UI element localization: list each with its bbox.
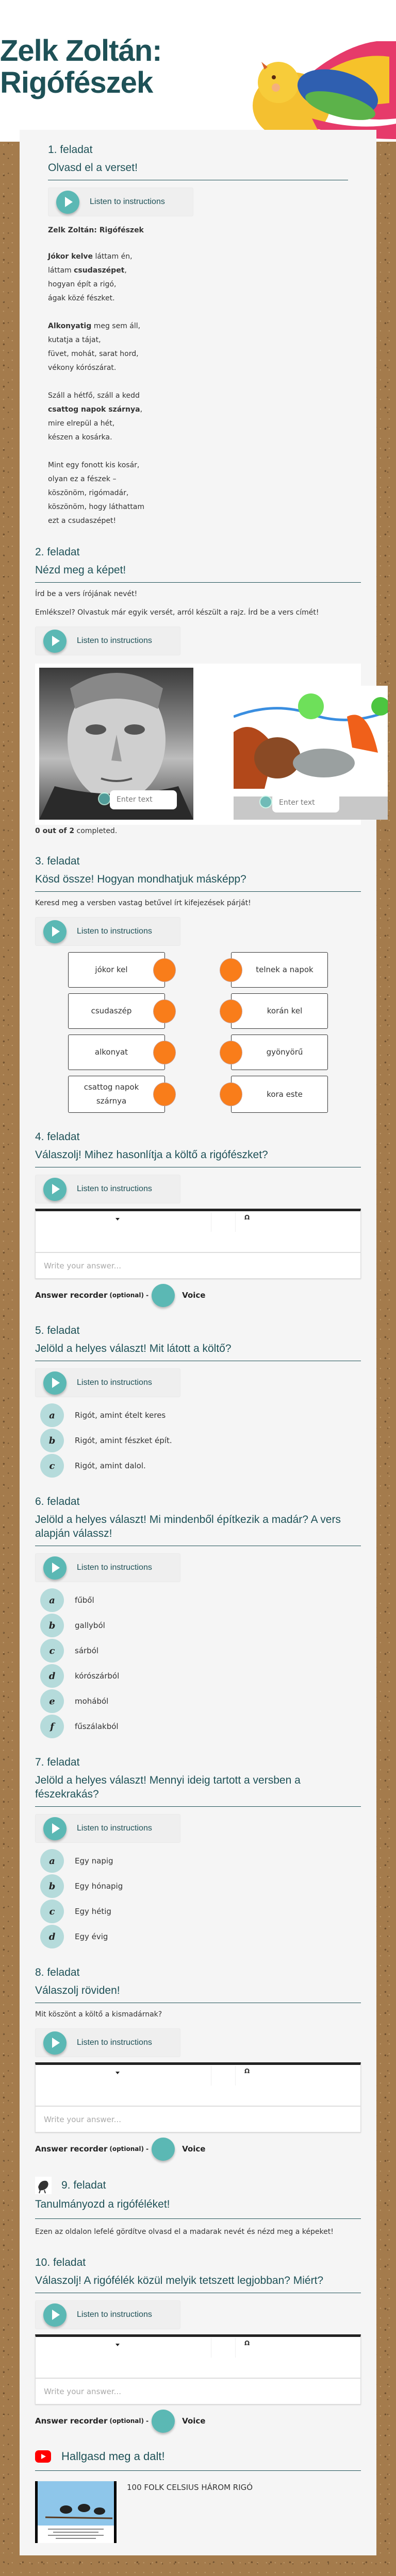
video-section (35, 2449, 361, 2543)
stanza-break (48, 375, 348, 389)
special-characters-button[interactable]: Ω (244, 2340, 250, 2347)
task-9 (35, 2177, 361, 2239)
text: füvet, mohát, sarat hord, (48, 350, 139, 358)
listen-label: Listen to instructions (90, 197, 165, 206)
answer-option[interactable] (35, 1874, 361, 1898)
video-heading (35, 2449, 361, 2471)
format-dropdown-caret-icon[interactable] (116, 2072, 120, 2074)
task-3 (35, 854, 361, 1113)
poem-line (48, 347, 348, 361)
play-icon (56, 191, 79, 214)
task-number: 5. feladat (35, 1325, 80, 1336)
video-heading-text: Hallgasd meg a dalt! (61, 2450, 165, 2463)
match-item-label: jókor kel (95, 965, 128, 974)
task-title: Jelöld a helyes választ! Mit látott a költő? (35, 1342, 361, 1361)
listen-label: Listen to instructions (77, 636, 152, 645)
match-connector-dot[interactable] (220, 958, 242, 982)
option-text: Egy napig (75, 1856, 113, 1866)
task-4 (35, 1129, 361, 1307)
task-number: 8. feladat (35, 1967, 80, 1978)
option-letter-badge: c (40, 1454, 64, 1478)
text: , (124, 266, 127, 275)
text: ezt a csudaszépet! (48, 517, 117, 525)
recorder-label: Answer recorder (35, 2416, 108, 2426)
task-title: Jelöld a helyes választ! Mennyi ideig tartott a versben a fészekrakás? (35, 1773, 361, 1807)
play-icon (43, 1371, 67, 1395)
option-text: Egy hónapig (75, 1882, 123, 1891)
toolbar-separator (235, 2338, 236, 2358)
listen-label: Listen to instructions (77, 2310, 152, 2319)
match-item-left[interactable] (68, 1035, 165, 1070)
option-text: fűszálakból (75, 1722, 119, 1731)
option-text: Rigót, amint ételt keres (75, 1411, 166, 1420)
option-text: Egy hétig (75, 1907, 111, 1916)
answer-option[interactable] (35, 1689, 361, 1713)
poem-line (48, 472, 348, 486)
match-connector-dot[interactable] (220, 1041, 242, 1064)
option-text: kórószárból (75, 1671, 120, 1681)
option-letter-badge: c (40, 1900, 64, 1923)
answer-option[interactable] (35, 1454, 361, 1478)
task-number: 4. feladat (35, 1131, 80, 1143)
video-title[interactable]: 100 FOLK CELSIUS HÁROM RIGÓ (127, 2483, 253, 2492)
poem-line (48, 486, 348, 500)
play-icon (43, 630, 67, 653)
match-connector-dot[interactable] (153, 1041, 176, 1064)
record-voice-button[interactable] (152, 2138, 175, 2161)
text: láttam én, (93, 252, 133, 261)
text: Mint egy fonott kis kosár, (48, 461, 140, 469)
task-1 (35, 142, 361, 528)
play-icon (43, 1817, 67, 1840)
match-item-left[interactable] (68, 993, 165, 1029)
answer-option[interactable] (35, 1900, 361, 1923)
option-letter-badge: b (40, 1429, 64, 1452)
option-text: fűből (75, 1596, 94, 1605)
voice-label: Voice (182, 2416, 206, 2426)
option-letter-badge: a (40, 1849, 64, 1873)
listen-instructions-button[interactable] (35, 1814, 180, 1843)
listen-instructions-button[interactable] (35, 917, 180, 946)
stanza-break (48, 306, 348, 319)
match-connector-dot[interactable] (153, 1082, 176, 1106)
match-item-left[interactable] (68, 952, 165, 988)
bold-phrase: csattog napok szárnya (48, 405, 140, 414)
bird-illustration (235, 41, 396, 139)
recorder-optional: (optional) - (109, 1292, 149, 1299)
option-letter-badge: b (40, 1874, 64, 1898)
poem-line (48, 431, 348, 445)
match-connector-dot[interactable] (153, 999, 176, 1023)
task-number: 7. feladat (35, 1756, 80, 1768)
option-letter-badge: b (40, 1614, 64, 1637)
listen-instructions-button[interactable] (35, 1368, 180, 1397)
text: Száll a hétfő, száll a kedd (48, 392, 140, 400)
stanza-break (48, 445, 348, 459)
poem-line (48, 459, 348, 472)
text: vékony kórószárat. (48, 364, 117, 372)
listen-instructions-button[interactable] (48, 188, 193, 216)
poem-title: Zelk Zoltán: Rigófészek (48, 226, 144, 234)
video-item[interactable] (35, 2481, 361, 2543)
match-connector-dot[interactable] (153, 958, 176, 982)
answer-option[interactable] (35, 1925, 361, 1948)
poem (48, 250, 348, 528)
option-text: sárból (75, 1646, 99, 1655)
poem-line (48, 278, 348, 292)
worksheet-card (20, 130, 376, 2555)
thrush-sketch-icon (35, 2177, 52, 2194)
option-letter-badge: f (40, 1715, 64, 1738)
text: köszönöm, rigómadár, (48, 489, 129, 497)
text: hogyan épít a rigó, (48, 280, 117, 289)
option-letter-badge: a (40, 1403, 64, 1427)
answer-editor (35, 2334, 361, 2404)
listen-label: Listen to instructions (77, 1563, 152, 1572)
answer-option[interactable] (35, 1639, 361, 1663)
play-icon (43, 2303, 67, 2327)
answer-option[interactable] (35, 1614, 361, 1637)
answer-editor (35, 2062, 361, 2132)
poem-line (48, 403, 348, 417)
format-dropdown-caret-icon[interactable] (116, 2344, 120, 2346)
task-title: Nézd meg a képet! (35, 563, 361, 583)
recorder-optional: (optional) - (109, 2145, 149, 2153)
listen-label: Listen to instructions (77, 2038, 152, 2047)
answer-recorder (35, 2410, 361, 2432)
recorder-optional: (optional) - (109, 2417, 149, 2425)
special-characters-button[interactable]: Ω (244, 1214, 250, 1221)
answer-option[interactable] (35, 1849, 361, 1873)
poem-line (48, 500, 348, 514)
matching-activity (35, 952, 361, 1113)
play-icon (43, 1556, 67, 1580)
voice-label: Voice (182, 2144, 206, 2154)
listen-label: Listen to instructions (77, 1378, 152, 1387)
task-description: Ezen az oldalon lefelé gördítve olvasd el a madarak nevét és nézd meg a képeket! (35, 2228, 334, 2236)
answer-input[interactable]: Write your answer... (44, 1261, 121, 1270)
text: , (140, 405, 143, 414)
author-name-input[interactable]: Enter text (110, 790, 177, 809)
text: láttam (48, 266, 74, 275)
answer-input[interactable]: Write your answer... (44, 2115, 121, 2124)
listen-instructions-button[interactable] (35, 2028, 180, 2057)
task-7 (35, 1755, 361, 1948)
task-header (35, 2177, 361, 2194)
option-letter-badge: a (40, 1588, 64, 1612)
task-number: 10. feladat (35, 2257, 86, 2268)
task-title: Válaszolj! A rigófélék közül melyik tetszett legjobban? Miért? (35, 2274, 361, 2293)
option-letter-badge: d (40, 1664, 64, 1688)
option-text: Rigót, amint fészket épít. (75, 1436, 172, 1445)
listen-instructions-button[interactable] (35, 1553, 180, 1582)
task-title: Tanulmányozd a rigóféléket! (35, 2197, 361, 2219)
task-10 (35, 2255, 361, 2432)
match-item-label: telnek a napok (256, 965, 314, 974)
task-description: Írd be a vers írójának nevét! (35, 590, 138, 598)
poem-line (48, 514, 348, 528)
match-item-left[interactable] (68, 1076, 165, 1113)
play-icon (43, 1178, 67, 1201)
match-item-label: alkonyat (94, 1047, 128, 1057)
task-title: Jelöld a helyes választ! Mi mindenből építkezik a madár? A vers alapján válassz! (35, 1513, 361, 1546)
task-6 (35, 1494, 361, 1738)
listen-instructions-button[interactable] (35, 1175, 180, 1204)
play-icon (43, 2031, 67, 2055)
option-letter-badge: e (40, 1689, 64, 1713)
listen-label: Listen to instructions (77, 927, 152, 936)
poem-title-input[interactable]: Enter text (272, 793, 339, 812)
option-text: mohából (75, 1697, 109, 1706)
answer-options (35, 1588, 361, 1738)
completed-suffix: completed. (74, 827, 118, 835)
video-thumbnail[interactable] (35, 2481, 117, 2543)
poem-line (48, 361, 348, 375)
voice-label: Voice (182, 1291, 206, 1300)
task-title: Olvasd el a verset! (48, 161, 348, 180)
task-title: Kösd össze! Hogyan mondhatjuk másképp? (35, 872, 361, 892)
listen-instructions-button[interactable] (35, 626, 180, 655)
task-number: 2. feladat (35, 546, 80, 558)
option-text: Egy évig (75, 1932, 108, 1941)
match-item-right[interactable] (231, 1035, 328, 1070)
text: mire elrepül a hét, (48, 419, 115, 428)
answer-input[interactable]: Write your answer... (44, 2387, 121, 2396)
match-item-right[interactable] (231, 993, 328, 1029)
recorder-label: Answer recorder (35, 1291, 108, 1300)
poem-line (48, 417, 348, 431)
task-title: Válaszolj! Mihez hasonlítja a költő a rigófészket? (35, 1148, 361, 1167)
poem-line (48, 319, 348, 333)
text: ágak közé fészket. (48, 294, 115, 302)
record-voice-button[interactable] (152, 2410, 175, 2433)
label-hotspot[interactable] (259, 795, 272, 808)
answer-recorder (35, 2138, 361, 2160)
answer-editor (35, 1209, 361, 1279)
match-item-label: csudaszép (91, 1006, 132, 1015)
task-description: Emlékszel? Olvastuk már egyik versét, arról készült a rajz. Írd be a vers címét! (35, 608, 319, 617)
match-item-label: korán kel (267, 1006, 303, 1015)
listen-label: Listen to instructions (77, 1184, 152, 1193)
editor-toolbar (36, 2337, 360, 2379)
text: olyan ez a fészek – (48, 475, 117, 483)
match-item-right[interactable] (231, 1076, 328, 1113)
label-hotspot[interactable] (98, 792, 111, 805)
match-item-label: csattog napok szárnya (84, 1082, 139, 1106)
text: kutatja a tájat, (48, 336, 101, 344)
text: köszönöm, hogy láthattam (48, 503, 145, 511)
page-title-line: Rigófészek (0, 66, 153, 99)
answer-option[interactable] (35, 1429, 361, 1452)
poem-line (48, 264, 348, 278)
listen-label: Listen to instructions (77, 1824, 152, 1833)
answer-options (35, 1849, 361, 1948)
bold-phrase: Jókor kelve (48, 252, 93, 261)
task-title: Válaszolj röviden! (35, 1984, 361, 2003)
bold-phrase: csudaszépet (74, 266, 125, 275)
match-connector-dot[interactable] (220, 1082, 242, 1106)
bold-phrase: Alkonyatig (48, 322, 92, 330)
page-title (0, 35, 161, 99)
answer-option[interactable] (35, 1588, 361, 1612)
format-dropdown-caret-icon[interactable] (116, 1218, 120, 1221)
text: készen a kosárka. (48, 433, 112, 442)
task-2 (35, 545, 361, 837)
poem-line (48, 250, 348, 264)
completion-status (35, 825, 361, 837)
listen-instructions-button[interactable] (35, 2300, 180, 2329)
answer-options (35, 1403, 361, 1478)
task-number: 1. feladat (48, 144, 93, 156)
task-description: Keresd meg a versben vastag betűvel írt kifejezések párját! (35, 899, 251, 907)
editor-toolbar (36, 2065, 360, 2107)
answer-option[interactable] (35, 1403, 361, 1427)
recorder-label: Answer recorder (35, 2144, 108, 2154)
match-item-right[interactable] (231, 952, 328, 988)
option-letter-badge: c (40, 1639, 64, 1663)
option-text: gallyból (75, 1621, 105, 1630)
text: meg sem áll, (91, 322, 141, 330)
completed-count: 0 out of 2 (35, 827, 75, 835)
editor-toolbar (36, 1211, 360, 1253)
match-item-label: gyönyörű (266, 1047, 303, 1057)
answer-option[interactable] (35, 1664, 361, 1688)
special-characters-button[interactable]: Ω (244, 2067, 250, 2075)
task-number: 6. feladat (35, 1496, 80, 1507)
poem-line (48, 292, 348, 306)
answer-recorder (35, 1284, 361, 1307)
youtube-icon (35, 2450, 51, 2463)
play-icon (43, 920, 67, 943)
answer-option[interactable] (35, 1715, 361, 1738)
task-5 (35, 1323, 361, 1478)
task-description: Mit köszönt a költő a kismadárnak? (35, 2010, 162, 2019)
match-connector-dot[interactable] (220, 999, 242, 1023)
option-letter-badge: d (40, 1925, 64, 1948)
task-8 (35, 1965, 361, 2160)
poem-line (48, 333, 348, 347)
option-text: Rigót, amint dalol. (75, 1461, 146, 1470)
match-item-label: kora este (267, 1089, 303, 1099)
record-voice-button[interactable] (152, 1284, 175, 1307)
toolbar-separator (235, 2066, 236, 2086)
page-title-line: Zelk Zoltán: (0, 34, 162, 67)
toolbar-separator (235, 1212, 236, 1232)
image-label-activity (35, 664, 361, 825)
task-number: 3. feladat (35, 855, 80, 867)
poem-line (48, 389, 348, 403)
task-number: 9. feladat (61, 2179, 106, 2191)
